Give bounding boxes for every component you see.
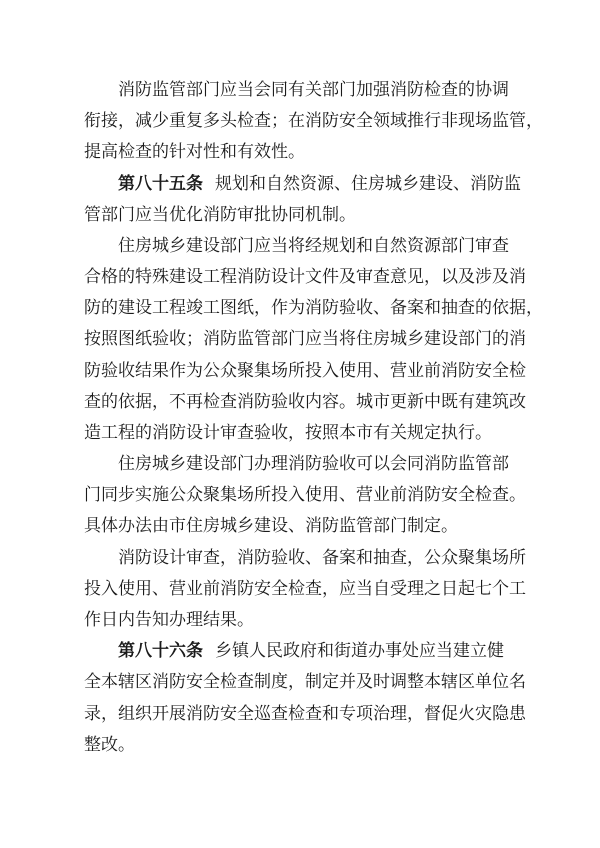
article-86-line-2: 全本辖区消防安全检查制度，制定并及时调整本辖区单位名 (84, 672, 526, 692)
paragraph-4-line-1: 住房城乡建设部门办理消防验收可以会同消防监管部 (118, 454, 509, 474)
article-85-line-1 (0, 170, 600, 198)
paragraph-3-line-6: 查的依据，不再检查消防验收内容。城市更新中既有建筑改 (84, 392, 526, 412)
article-86-line-3: 录，组织开展消防安全巡查检查和专项治理，督促火灾隐患 (84, 704, 526, 724)
paragraph-3-line-3: 防的建设工程竣工图纸，作为消防验收、备案和抽查的依据， (84, 298, 543, 318)
paragraph-3-line-4: 按照图纸验收；消防监管部门应当将住房城乡建设部门的消 (84, 329, 526, 349)
paragraph-3-line-5: 防验收结果作为公众聚集场所投入使用、营业前消防安全检 (84, 361, 526, 381)
paragraph-3-line-2: 合格的特殊建设工程消防设计文件及审查意见，以及涉及消 (84, 267, 526, 287)
paragraph-1-line-3: 提高检查的针对性和有效性。 (84, 142, 305, 162)
paragraph-4-line-2: 门同步实施公众聚集场所投入使用、营业前消防安全检查。 (84, 485, 526, 505)
article-85-text-1: 规划和自然资源、住房城乡建设、消防监 (215, 174, 521, 194)
paragraph-5-line-1: 消防设计审查，消防验收、备案和抽查，公众聚集场所 (118, 548, 526, 568)
paragraph-1-line-1: 消防监管部门应当会同有关部门加强消防检查的协调 (118, 80, 509, 100)
paragraph-5-line-2: 投入使用、营业前消防安全检查，应当自受理之日起七个工 (84, 579, 526, 599)
paragraph-5-line-3: 作日内告知办理结果。 (84, 610, 254, 630)
paragraph-1-line-2: 衔接，减少重复多头检查；在消防安全领域推行非现场监管， (84, 111, 543, 131)
paragraph-4-line-3: 具体办法由市住房城乡建设、消防监管部门制定。 (84, 516, 458, 536)
paragraph-3-line-7: 造工程的消防设计审查验收，按照本市有关规定执行。 (84, 423, 492, 443)
article-85-line-2: 管部门应当优化消防审批协同机制。 (84, 205, 356, 225)
paragraph-3-line-1: 住房城乡建设部门应当将经规划和自然资源部门审查 (118, 236, 509, 256)
article-86-number: 第八十六条 (118, 641, 203, 661)
article-86-line-1 (0, 637, 600, 665)
article-85-number: 第八十五条 (118, 174, 203, 194)
article-86-text-1: 乡镇人民政府和街道办事处应当建立健 (215, 641, 504, 661)
article-86-line-4: 整改。 (84, 735, 135, 755)
